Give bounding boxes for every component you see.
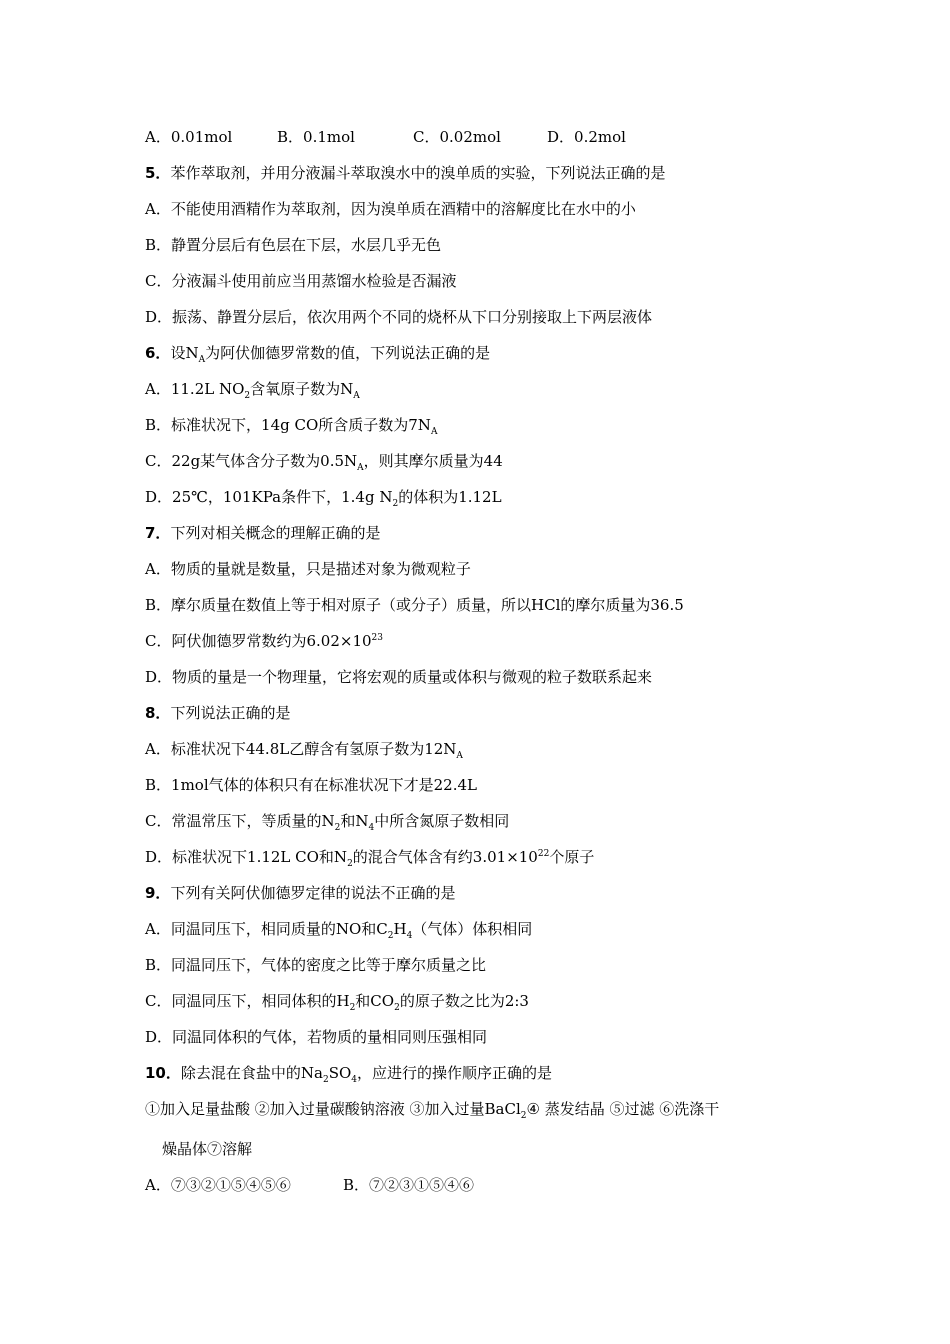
q9-a-text: A．同温同压下，相同质量的NO和C bbox=[145, 920, 388, 938]
q6-d-subscript: 2 bbox=[392, 499, 399, 509]
q10-option-a: A．⑦③②①⑤④⑤⑥ bbox=[145, 1176, 291, 1194]
q4-option-b: B．0.1mol bbox=[277, 128, 355, 146]
q9-number: 9． bbox=[145, 884, 171, 902]
q5-stem: 苯作萃取剂，并用分液漏斗萃取溴水中的溴单质的实验，下列说法正确的是 bbox=[170, 164, 666, 182]
q6-option-d bbox=[145, 487, 502, 507]
q7-stem-line bbox=[145, 523, 380, 543]
q9-a-text-3: （气体）体积相同 bbox=[412, 920, 533, 938]
q5-option-c: C．分液漏斗使用前应当用蒸馏水检验是否漏液 bbox=[145, 272, 457, 290]
q6-stem-text-2: 为阿伏伽德罗常数的值，下列说法正确的是 bbox=[205, 344, 491, 362]
q9-option-d: D．同温同体积的气体，若物质的量相同则压强相同 bbox=[145, 1028, 488, 1046]
q9-c-text-3: 的原子数之比为2:3 bbox=[399, 992, 529, 1010]
q6-a-text-2: 含氧原子数为N bbox=[250, 380, 354, 398]
q9-stem-line bbox=[145, 883, 455, 903]
q9-c-subscript-1: 2 bbox=[349, 1003, 356, 1013]
q6-a-subscript-2: A bbox=[353, 391, 360, 401]
q10-option-b: B．⑦②③①⑤④⑥ bbox=[343, 1176, 475, 1194]
q5-stem-line bbox=[145, 163, 665, 183]
q9-option-c bbox=[145, 991, 529, 1011]
q7-c-superscript: 23 bbox=[371, 633, 383, 643]
q8-option-b: B．1mol气体的体积只有在标准状况下才是22.4L bbox=[145, 776, 477, 794]
q10-stem-text-3: ，应进行的操作顺序正确的是 bbox=[357, 1064, 553, 1082]
q9-option-b: B．同温同压下，气体的密度之比等于摩尔质量之比 bbox=[145, 956, 487, 974]
q10-stem-text: 除去混在食盐中的Na bbox=[180, 1064, 323, 1082]
q5-number: 5． bbox=[145, 164, 171, 182]
q8-a-text: A．标准状况下44.8L乙醇含有氢原子数为12N bbox=[145, 740, 457, 758]
q7-stem: 下列对相关概念的理解正确的是 bbox=[170, 524, 381, 542]
q10-steps-subscript: 2 bbox=[520, 1111, 527, 1121]
q8-stem: 下列说法正确的是 bbox=[170, 704, 291, 722]
q10-stem-text-2: SO bbox=[328, 1064, 352, 1082]
q4-option-d: D．0.2mol bbox=[547, 128, 626, 146]
q10-steps-text: ①加入足量盐酸 ②加入过量碳酸钠溶液 ③加入过量BaCl bbox=[145, 1100, 521, 1118]
q10-steps-text-2: ④ 蒸发结晶 ⑤过滤 ⑥洗涤干 bbox=[526, 1100, 720, 1118]
q8-c-text: C．常温常压下，等质量的N bbox=[145, 812, 335, 830]
q10-options bbox=[145, 1175, 474, 1195]
q8-c-subscript-1: 2 bbox=[334, 823, 341, 833]
q10-stem-subscript-1: 2 bbox=[322, 1075, 329, 1085]
q5-option-b: B．静置分层后有色层在下层，水层几乎无色 bbox=[145, 236, 442, 254]
q7-c-text: C．阿伏伽德罗常数约为6.02×10 bbox=[145, 632, 372, 650]
q9-a-subscript-1: 2 bbox=[387, 931, 394, 941]
q8-c-text-3: 中所含氮原子数相同 bbox=[374, 812, 510, 830]
q6-b-subscript: A bbox=[430, 427, 438, 437]
q8-option-c bbox=[145, 811, 509, 831]
q7-option-b: B．摩尔质量在数值上等于相对原子（或分子）质量，所以HCl的摩尔质量为36.5 bbox=[145, 596, 684, 614]
q6-c-subscript: A bbox=[357, 463, 364, 473]
q6-option-c bbox=[145, 451, 503, 471]
q10-steps-continuation: 燥晶体⑦溶解 bbox=[162, 1140, 253, 1158]
q9-option-a bbox=[145, 919, 532, 939]
q8-option-d bbox=[145, 847, 594, 867]
q10-number: 10． bbox=[145, 1064, 181, 1082]
q6-c-text-2: ，则其摩尔质量为44 bbox=[363, 452, 503, 470]
q6-a-text: A．11.2L NO bbox=[145, 380, 245, 398]
q6-a-subscript-1: 2 bbox=[244, 391, 251, 401]
q8-c-subscript-2: 4 bbox=[368, 823, 375, 833]
q8-d-text: D．标准状况下1.12L CO和N bbox=[145, 848, 348, 866]
q6-option-b bbox=[145, 415, 437, 435]
q6-c-text: C．22g某气体含分子数为0.5N bbox=[145, 452, 358, 470]
q10-stem-line bbox=[145, 1063, 552, 1083]
q6-d-text: D．25℃，101KPa条件下，1.4g N bbox=[145, 488, 393, 506]
q10-steps-line bbox=[145, 1099, 719, 1119]
q6-stem-line bbox=[145, 343, 490, 363]
q8-option-a bbox=[145, 739, 463, 759]
q4-option-c: C．0.02mol bbox=[413, 128, 501, 146]
q9-c-text-2: 和CO bbox=[355, 992, 395, 1010]
q8-c-text-2: 和N bbox=[340, 812, 369, 830]
q8-d-superscript: 22 bbox=[537, 849, 550, 859]
q6-option-a bbox=[145, 379, 360, 399]
q10-stem-subscript-2: 4 bbox=[351, 1075, 357, 1085]
q6-stem-subscript: A bbox=[198, 355, 206, 365]
q8-number: 8． bbox=[145, 704, 171, 722]
q6-stem-text: 设N bbox=[170, 344, 199, 362]
q7-option-d: D．物质的量是一个物理量，它将宏观的质量或体积与微观的粒子数联系起来 bbox=[145, 668, 653, 686]
q8-stem-line bbox=[145, 703, 290, 723]
q9-a-text-2: H bbox=[393, 920, 407, 938]
q8-d-text-2: 的混合气体含有约3.01×10 bbox=[352, 848, 538, 866]
q4-option-a: A．0.01mol bbox=[145, 128, 233, 146]
q8-d-text-3: 个原子 bbox=[549, 848, 595, 866]
q6-b-text: B．标准状况下，14g CO所含质子数为7N bbox=[145, 416, 431, 434]
q4-options bbox=[145, 127, 626, 147]
q9-a-subscript-2: 4 bbox=[406, 931, 413, 941]
q5-option-a: A．不能使用酒精作为萃取剂，因为溴单质在酒精中的溶解度比在水中的小 bbox=[145, 200, 636, 218]
q8-a-subscript: A bbox=[456, 751, 463, 761]
q7-number: 7． bbox=[145, 524, 171, 542]
q9-c-text: C．同温同压下，相同体积的H bbox=[145, 992, 350, 1010]
q6-d-text-2: 的体积为1.12L bbox=[398, 488, 502, 506]
q9-c-subscript-2: 2 bbox=[394, 1003, 400, 1013]
q8-d-subscript: 2 bbox=[347, 859, 353, 869]
q5-option-d: D．振荡、静置分层后，依次用两个不同的烧杯从下口分别接取上下两层液体 bbox=[145, 308, 653, 326]
q7-option-a: A．物质的量就是数量，只是描述对象为微观粒子 bbox=[145, 560, 471, 578]
q6-number: 6． bbox=[145, 344, 171, 362]
q9-stem: 下列有关阿伏伽德罗定律的说法不正确的是 bbox=[170, 884, 456, 902]
q7-option-c bbox=[145, 631, 383, 651]
